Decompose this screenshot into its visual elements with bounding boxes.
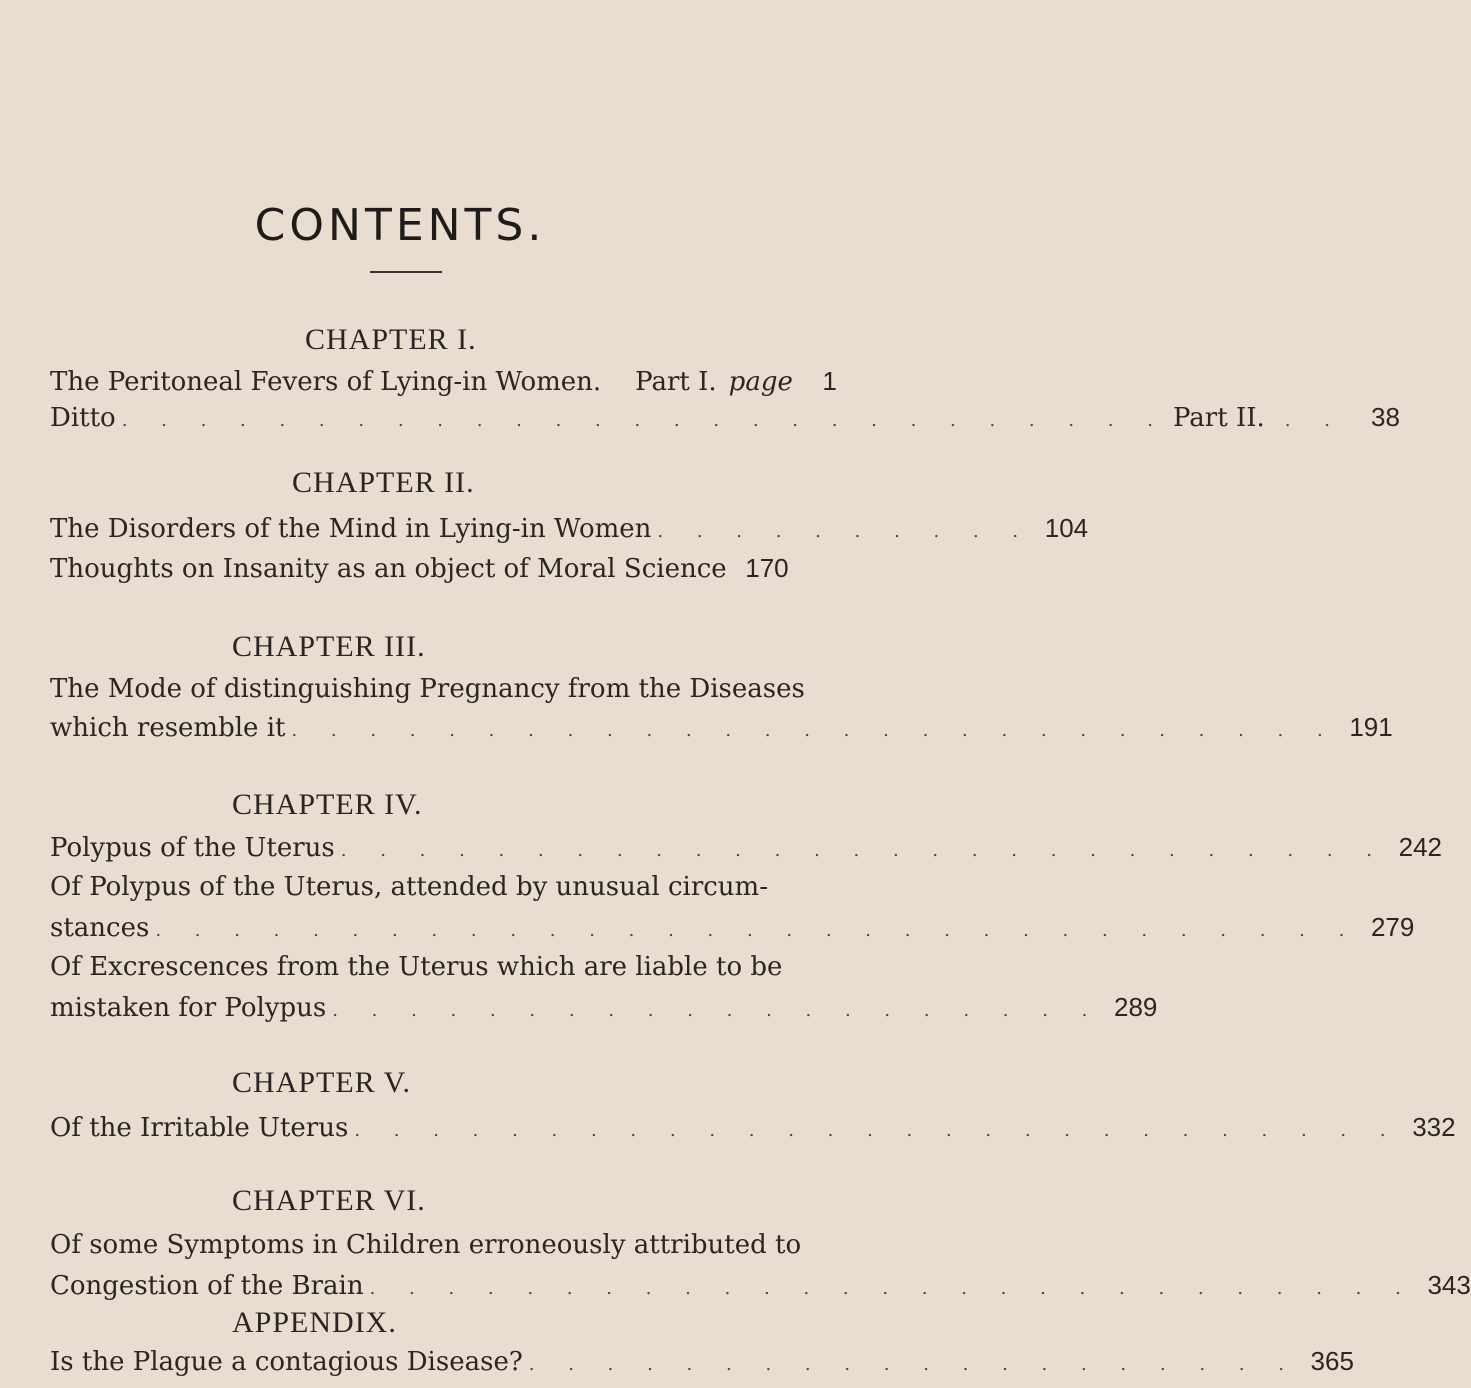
toc-entry — [50, 992, 1158, 1023]
entry-title: Is the Plague a contagious Disease? — [50, 1347, 523, 1377]
toc-entry — [50, 553, 789, 584]
entry-line: The Mode of distinguishing Pregnancy from the Diseases — [50, 674, 805, 704]
toc-entry — [50, 1270, 1471, 1301]
toc-entry — [50, 712, 1393, 743]
entry-title: which resemble it — [50, 713, 286, 743]
entry-title: stances — [50, 913, 150, 943]
entry-page: 242 — [1398, 832, 1442, 862]
toc-entry — [50, 832, 1442, 863]
entry-line: Of Excrescences from the Uterus which are liable to be — [50, 952, 783, 982]
leader-dots: . . . . . . . . . . . . . . . . . . . . — [528, 1354, 1298, 1375]
entry-page: 279 — [1370, 912, 1415, 942]
leader-dots: . . . . . . . . . . . . . . . . . . . . — [332, 1000, 1102, 1021]
leader-dots: . . . . . . . . . . . . . . . . . . . . . . . . . . . . . . . — [155, 920, 1359, 941]
toc-entry — [50, 513, 1089, 544]
toc-entry — [50, 1112, 1456, 1143]
entry-page: 38 — [1371, 402, 1400, 432]
entry-page: 365 — [1310, 1346, 1354, 1376]
entry-title: The Peritoneal Fevers of Lying-in Women. — [50, 367, 602, 397]
entry-page: 289 — [1113, 992, 1158, 1022]
chapter-heading-1: CHAPTER I. — [305, 323, 477, 356]
entry-title: Congestion of the Brain — [50, 1271, 364, 1301]
leader-dots: . . . . . . . . . . . . . . . . . . . . . . . . . . . — [291, 720, 1337, 741]
entry-part: Part II. — [1172, 403, 1265, 433]
chapter-heading-4: CHAPTER IV. — [232, 788, 423, 821]
entry-line: Of Polypus of the Uterus, attended by unusual circum- — [50, 872, 768, 902]
entry-title: Thoughts on Insanity as an object of Moral Science — [50, 554, 727, 584]
toc-entry — [50, 1346, 1354, 1377]
leader-dots: . . . . . . . . . . — [657, 521, 1033, 542]
entry-title: mistaken for Polypus — [50, 993, 327, 1023]
entry-title: Polypus of the Uterus — [50, 833, 335, 863]
title-rule — [370, 271, 442, 273]
chapter-heading-2: CHAPTER II. — [292, 466, 475, 499]
toc-entry — [50, 366, 837, 397]
entry-part: Part I. — [635, 367, 717, 397]
toc-entry: Ditto . . . . . . . . . . . . . . . . . . . . . . . . . . . Part II. . . 38 — [50, 402, 1400, 433]
chapter-heading-3: CHAPTER III. — [232, 630, 426, 663]
entry-page: 170 — [745, 553, 789, 583]
chapter-heading-5: CHAPTER V. — [232, 1066, 411, 1099]
page-title: CONTENTS. — [254, 200, 546, 251]
leader-dots: . . . . . . . . . . . . . . . . . . . . . . . . . . . — [340, 840, 1386, 861]
leader-dots: . . . . . . . . . . . . . . . . . . . . . . . . . . . — [121, 410, 1167, 431]
leader-dots: . . . . . . . . . . . . . . . . . . . . . . . . . . . — [354, 1120, 1400, 1141]
entry-page: 343 — [1427, 1270, 1471, 1300]
leader-dots: . . . . . . . . . . . . . . . . . . . . . . . . . . . — [369, 1278, 1415, 1299]
appendix-heading: APPENDIX. — [232, 1306, 397, 1339]
entry-page: 104 — [1044, 513, 1089, 543]
entry-page: 332 — [1412, 1112, 1456, 1142]
page-label: page — [728, 367, 793, 397]
entry-title: The Disorders of the Mind in Lying-in Women — [50, 514, 652, 544]
entry-title: Ditto — [50, 403, 116, 433]
toc-entry — [50, 912, 1415, 943]
entry-title: Of the Irritable Uterus — [50, 1113, 349, 1143]
chapter-heading-6: CHAPTER VI. — [232, 1184, 426, 1217]
entry-page: 191 — [1349, 712, 1393, 742]
entry-page: 1 — [822, 366, 837, 396]
entry-line: Of some Symptoms in Children erroneously attributed to — [50, 1230, 802, 1260]
